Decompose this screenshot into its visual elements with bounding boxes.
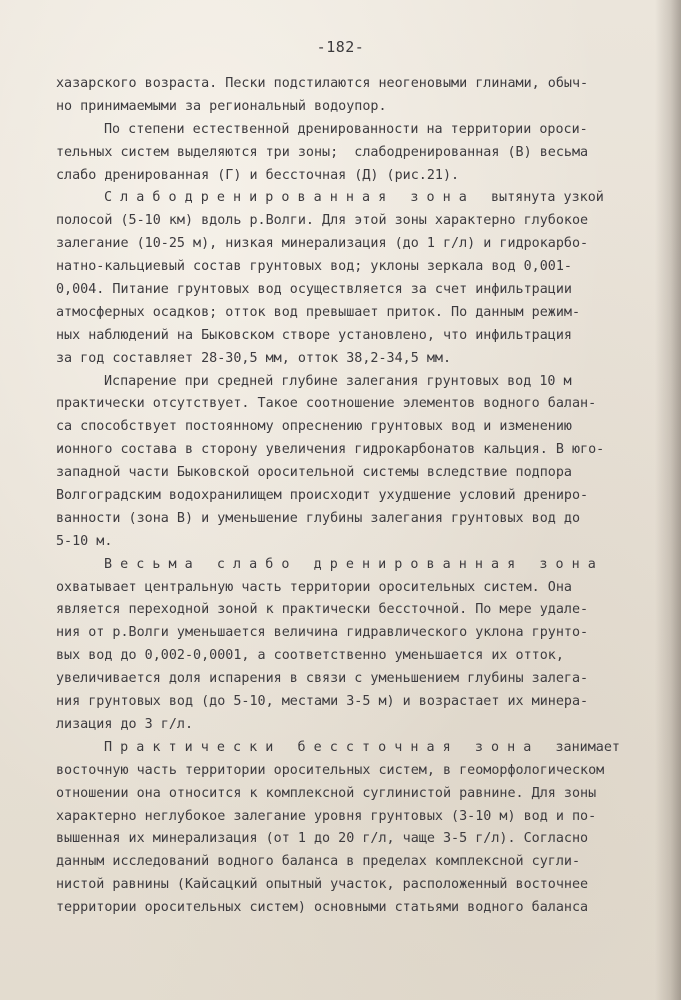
- text-line: охватывает центральную часть территории оросительных систем. Она: [56, 579, 572, 595]
- text-line: ных наблюдений на Быковском створе установлено, что инфильтрация: [56, 327, 572, 343]
- text-line: нистой равнины (Кайсацкий опытный участок, расположенный восточнее: [56, 877, 589, 893]
- page-number: -182-: [316, 38, 365, 56]
- page-edge-shadow: [655, 0, 681, 1000]
- text-line: залегание (10-25 м), низкая минерализация (до 1 г/л) и гидрокарбо-: [56, 236, 589, 252]
- text-line: натно-кальциевый состав грунтовых вод; уклоны зеркала вод 0,001-: [56, 259, 572, 275]
- text-line: слабо дренированная (Г) и бессточная (Д) (рис.21).: [56, 167, 460, 183]
- text-line: является переходной зоной к практически бессточной. По мере удале-: [56, 602, 589, 618]
- text-line: отношении она относится к комплексной суглинистой равнине. Для зоны: [56, 785, 597, 801]
- text-line: западной части Быковской оросительной системы вследствие подпора: [56, 465, 572, 481]
- text-line: В е с ь м а с л а б о д р е н и р о в а н н а я з о н а: [104, 556, 596, 572]
- text-line: полосой (5-10 км) вдоль р.Волги. Для этой зоны характерно глубокое: [56, 213, 589, 229]
- text-line: характерно неглубокое залегание уровня грунтовых (3-10 м) вод и по-: [56, 808, 597, 824]
- text-line: практически отсутствует. Такое соотношение элементов водного балан-: [56, 396, 597, 412]
- text-line: ния от р.Волги уменьшается величина гидравлического уклона грунто-: [56, 625, 589, 641]
- text-line: 0,004. Питание грунтовых вод осуществляется за счет инфильтрации: [56, 282, 572, 298]
- text-line: вых вод до 0,002-0,0001, а соответственно уменьшается их отток,: [56, 648, 564, 664]
- text-line: са способствует постоянному опреснению грунтовых вод и изменению: [56, 419, 572, 435]
- text-line: атмосферных осадков; отток вод превышает приток. По данным режим-: [56, 304, 581, 320]
- text-line: 5-10 м.: [56, 533, 113, 549]
- text-line: восточную часть территории оросительных систем, в геоморфологическом: [56, 762, 605, 778]
- text-line: за год составляет 28-30,5 мм, отток 38,2-34,5 мм.: [56, 350, 452, 366]
- text-line: ванности (зона В) и уменьшение глубины залегания грунтовых вод до: [56, 510, 581, 526]
- text-line: ния грунтовых вод (до 5-10, местами 3-5 м) и возрастает их минера-: [56, 694, 589, 710]
- text-line: тельных систем выделяются три зоны; слабодренированная (В) весьма: [56, 144, 589, 160]
- text-line: По степени естественной дренированности на территории ороси-: [104, 121, 588, 137]
- text-line: вышенная их минерализация (от 1 до 20 г/л, чаще 3-5 г/л). Согласно: [56, 831, 589, 847]
- text-line: данным исследований водного баланса в пределах комплексной сугли-: [56, 854, 581, 870]
- text-line: Испарение при средней глубине залегания грунтовых вод 10 м: [104, 373, 572, 389]
- text-line: но принимаемыми за региональный водоупор.: [56, 98, 387, 114]
- text-line: территории оросительных систем) основными статьями водного баланса: [56, 900, 589, 916]
- text-line: лизация до 3 г/л.: [56, 716, 194, 732]
- text-line: С л а б о д р е н и р о в а н н а я з о н а вытянута узкой: [104, 190, 604, 206]
- body-text: [56, 73, 656, 920]
- text-line: увеличивается доля испарения в связи с уменьшением глубины залега-: [56, 671, 589, 687]
- text-line: ионного состава в сторону увеличения гидрокарбонатов кальция. В юго-: [56, 442, 605, 458]
- text-line: хазарского возраста. Пески подстилаются неогеновыми глинами, обыч-: [56, 76, 589, 91]
- text-line: Волгоградским водохранилищем происходит ухудшение условий дрениро-: [56, 488, 589, 504]
- text-line: П р а к т и ч е с к и б е с с т о ч н а я з о н а занимает: [104, 739, 620, 755]
